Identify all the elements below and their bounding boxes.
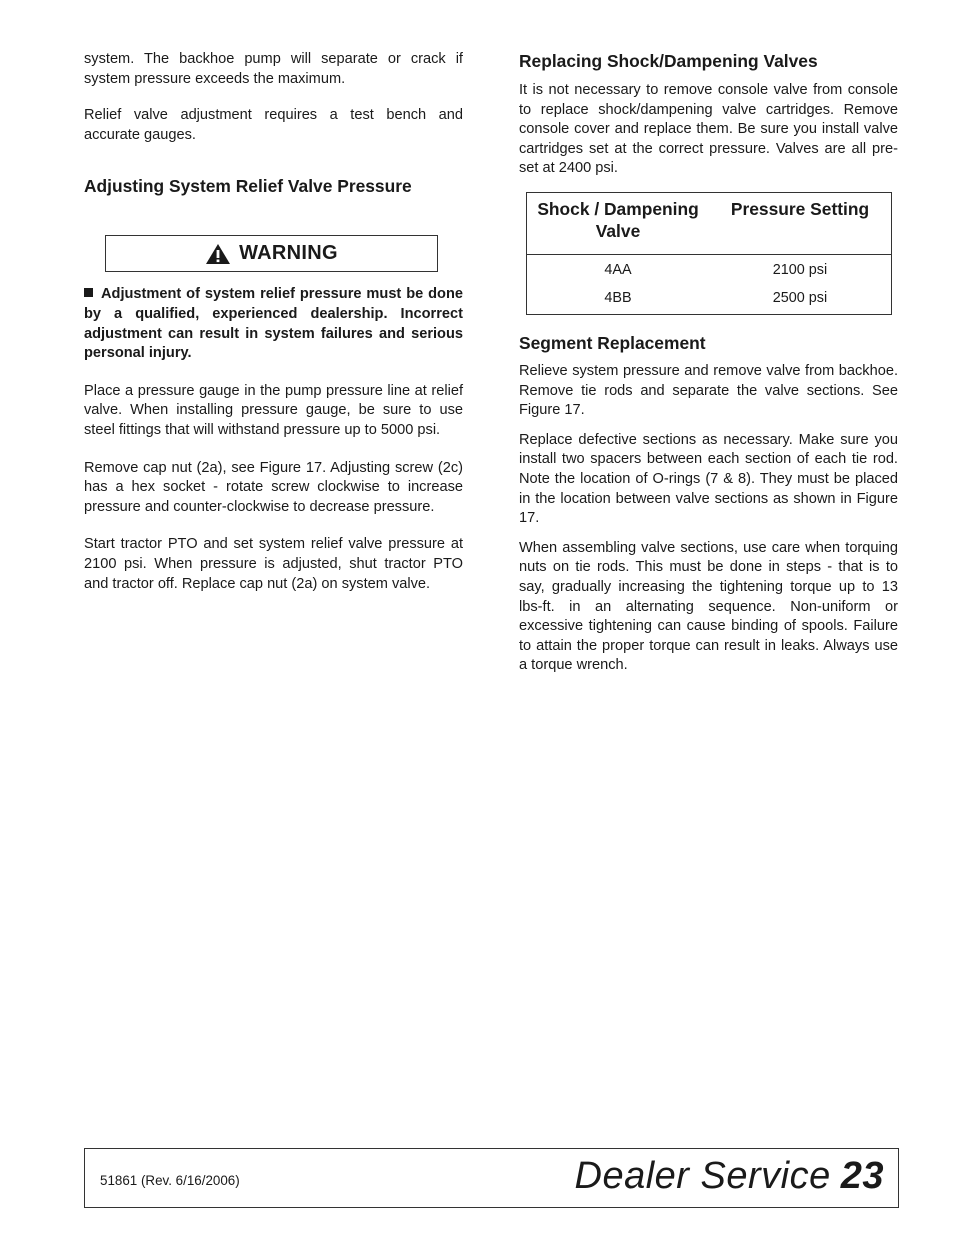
left-column [84,50,463,594]
paragraph-console-valve: It is not necessary to remove console valve from console to replace shock/dampening valve cartridges. Remove console cover and replace them. Be sure you install valve cartridges set at the correct pressure. Valves are all pre-set at 2400 psi. [519,82,898,177]
warning-text: Adjustment of system relief pressure must be done by a qualified, experienced dealership. Incorrect adjustment can result in system failures and serious personal injury. [84,286,463,362]
cell-pressure: 2500 psi [772,289,828,306]
heading-replacing-shock: Replacing Shock/Dampening Valves [519,51,818,71]
table-row [527,254,892,286]
cell-pressure: 2100 psi [772,261,828,278]
column-header-pressure: Pressure Setting [709,192,892,254]
page-number: 23 [840,1155,884,1197]
cell-valve: 4BB [604,289,632,306]
warning-triangle-icon [205,243,231,265]
bullet-square-icon [84,288,93,297]
paragraph-pressure-gauge: Place a pressure gauge in the pump pressure line at relief valve. When installing pressure gauge, be sure to use steel fittings that will withstand pressure up to 5000 psi. [84,382,463,438]
table-row [527,286,892,315]
heading-adjusting-relief: Adjusting System Relief Valve Pressure [84,176,412,197]
footer-section-title [575,1153,885,1199]
paragraph-test-bench: Relief valve adjustment requires a test bench and accurate gauges. [84,107,463,143]
valve-pressure-table [526,192,892,315]
paragraph-start-tractor: Start tractor PTO and set system relief valve pressure at 2100 psi. When pressure is adjusted, shut tractor PTO and tractor off. Replace cap nut (2a) on system valve. [84,536,463,592]
section-title: Dealer Service [574,1155,831,1197]
paragraph-pump-warning: system. The backhoe pump will separate or crack if system pressure exceeds the maximum. [84,51,463,87]
warning-paragraph [84,285,463,363]
revision-number: 51861 (Rev. 6/16/2006) [100,1173,240,1188]
paragraph-cap-nut: Remove cap nut (2a), see Figure 17. Adjusting screw (2c) has a hex socket - rotate screw clockwise to increase pressure and counter-clockwise to decrease pressure. [84,459,463,515]
warning-label: WARNING [239,242,338,264]
paragraph-defective-sections: Replace defective sections as necessary. Make sure you install two spacers between each section of each tie rod. Note the location of O-rings (7 & 8). They must be placed in the location between valve sections as shown in Figure 17. [519,431,898,527]
page-footer [84,1148,899,1208]
paragraph-assembling: When assembling valve sections, use care when torquing nuts on tie rods. This must be done in steps - that is to say, gradually increasing the tightening torque up to 13 lbs-ft. in an alternating sequence. Non-uniform or excessive tightening can cause binding of spools. Failure to attain the proper torque can result in leaks. Always use a torque wrench. [519,539,898,674]
heading-segment-replacement: Segment Replacement [519,332,706,353]
column-header-valve: Shock / Dampening Valve [527,192,710,254]
right-column [519,50,898,676]
table-header-row [527,192,892,254]
paragraph-relieve-pressure: Relieve system pressure and remove valve from backhoe. Remove tie rods and separate the valve sections. See Figure 17. [519,362,898,419]
cell-valve: 4AA [604,261,632,278]
warning-box [105,235,438,272]
